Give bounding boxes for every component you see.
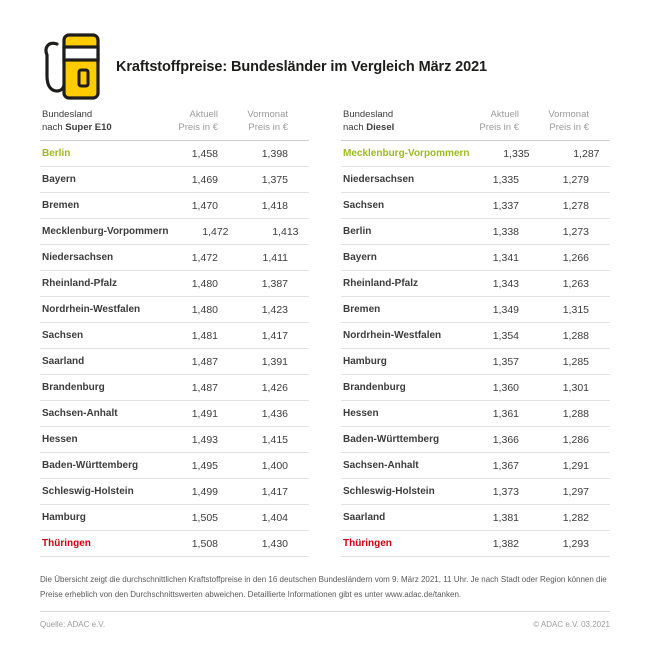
previous-price: 1,423 — [261, 303, 288, 316]
current-price: 1,508 — [191, 537, 218, 550]
current-price: 1,354 — [492, 329, 519, 342]
table-row — [40, 375, 309, 401]
table-row — [341, 271, 610, 297]
current-price: 1,335 — [503, 147, 530, 160]
table-row — [341, 167, 610, 193]
current-price: 1,360 — [492, 381, 519, 394]
state-name: Bayern — [42, 174, 76, 185]
previous-price: 1,293 — [562, 537, 589, 550]
current-price: 1,381 — [492, 511, 519, 524]
previous-price: 1,315 — [562, 303, 589, 316]
current-price: 1,493 — [191, 433, 218, 446]
state-name: Brandenburg — [343, 382, 406, 393]
state-name: Sachsen-Anhalt — [343, 460, 419, 471]
current-price: 1,491 — [191, 407, 218, 420]
table-row — [341, 375, 610, 401]
current-price: 1,367 — [492, 459, 519, 472]
credits-bar — [40, 620, 610, 629]
previous-price: 1,436 — [261, 407, 288, 420]
table-row — [341, 531, 610, 557]
state-name: Thüringen — [42, 538, 91, 549]
table-row — [40, 453, 309, 479]
current-price: 1,341 — [492, 251, 519, 264]
table-row — [40, 401, 309, 427]
previous-price: 1,411 — [262, 251, 288, 264]
page-title: Kraftstoffpreise: Bundesländer im Vergleich März 2021 — [116, 59, 488, 75]
table-super-e10 — [40, 108, 309, 557]
state-name: Sachsen-Anhalt — [42, 408, 118, 419]
current-price: 1,472 — [202, 225, 229, 238]
previous-price: 1,291 — [562, 459, 589, 472]
previous-price: 1,286 — [562, 433, 589, 446]
current-price: 1,349 — [492, 303, 519, 316]
previous-price: 1,278 — [562, 199, 589, 212]
state-name: Nordrhein-Westfalen — [343, 330, 442, 341]
column-header-aktuell: Aktuell Preis in € — [479, 109, 519, 133]
footnote-line-1: Die Übersicht zeigt die durchschnittlichen Kraftstoffpreise in den 16 deutschen Bundesländern vom 9. März 2021, 11 Uhr. Je nach Stadt oder Region können die — [40, 575, 607, 584]
table-row — [341, 453, 610, 479]
table-row — [341, 141, 610, 167]
current-price: 1,458 — [191, 147, 218, 160]
current-price: 1,495 — [191, 459, 218, 472]
previous-price: 1,273 — [562, 225, 589, 238]
state-name: Sachsen — [42, 330, 84, 341]
state-name: Hessen — [42, 434, 78, 445]
previous-price: 1,413 — [272, 225, 299, 238]
state-name: Niedersachsen — [343, 174, 415, 185]
state-name: Saarland — [343, 512, 386, 523]
previous-price: 1,279 — [562, 173, 589, 186]
previous-price: 1,418 — [261, 199, 288, 212]
state-name: Mecklenburg-Vorpommern — [42, 226, 169, 237]
column-header-bundesland: Bundesland nach Super E10 — [42, 109, 112, 133]
current-price: 1,487 — [191, 381, 218, 394]
previous-price: 1,282 — [562, 511, 589, 524]
footnote-line-2: Preise erheblich von den Durchschnittswerten abweichen. Detaillierte Informationen gibt es unter www.adac.de/tanken. — [40, 590, 462, 599]
state-name: Bayern — [343, 252, 377, 263]
state-name: Bremen — [42, 200, 80, 211]
previous-price: 1,417 — [261, 485, 288, 498]
state-name: Thüringen — [343, 538, 392, 549]
previous-price: 1,387 — [261, 277, 288, 290]
previous-price: 1,263 — [562, 277, 589, 290]
state-name: Baden-Württemberg — [42, 460, 139, 471]
previous-price: 1,417 — [261, 329, 288, 342]
column-header-vormonat: Vormonat Preis in € — [247, 109, 288, 133]
previous-price: 1,287 — [573, 147, 600, 160]
previous-price: 1,415 — [261, 433, 288, 446]
table-row — [40, 297, 309, 323]
table-row — [40, 323, 309, 349]
table-row — [341, 401, 610, 427]
table-row — [40, 349, 309, 375]
table-row — [341, 219, 610, 245]
table-row — [341, 245, 610, 271]
table-row — [341, 193, 610, 219]
state-name: Rheinland-Pfalz — [343, 278, 419, 289]
table-row — [40, 271, 309, 297]
current-price: 1,337 — [492, 199, 519, 212]
state-name: Hessen — [343, 408, 379, 419]
previous-price: 1,301 — [562, 381, 589, 394]
current-price: 1,366 — [492, 433, 519, 446]
table-row — [40, 531, 309, 557]
current-price: 1,472 — [191, 251, 218, 264]
current-price: 1,373 — [492, 485, 519, 498]
state-name: Schleswig-Holstein — [42, 486, 134, 497]
current-price: 1,481 — [191, 329, 218, 342]
fuel-pump-icon — [40, 31, 102, 103]
previous-price: 1,297 — [562, 485, 589, 498]
current-price: 1,357 — [492, 355, 519, 368]
current-price: 1,335 — [492, 173, 519, 186]
table-row — [341, 297, 610, 323]
state-name: Saarland — [42, 356, 85, 367]
footnote — [40, 572, 610, 602]
state-name: Mecklenburg-Vorpommern — [343, 148, 470, 159]
current-price: 1,361 — [492, 407, 519, 420]
previous-price: 1,398 — [261, 147, 288, 160]
column-header-vormonat: Vormonat Preis in € — [548, 109, 589, 133]
previous-price: 1,404 — [261, 511, 288, 524]
state-name: Rheinland-Pfalz — [42, 278, 118, 289]
current-price: 1,338 — [492, 225, 519, 238]
tables-container — [40, 108, 610, 557]
state-name: Niedersachsen — [42, 252, 114, 263]
source-credit: Quelle: ADAC e.V. — [40, 620, 106, 629]
state-name: Sachsen — [343, 200, 385, 211]
divider — [40, 611, 610, 612]
copyright: © ADAC e.V. 03.2021 — [533, 620, 610, 629]
table-row — [40, 193, 309, 219]
table-row — [40, 427, 309, 453]
current-price: 1,382 — [492, 537, 519, 550]
current-price: 1,480 — [191, 277, 218, 290]
table-row — [40, 141, 309, 167]
previous-price: 1,266 — [562, 251, 589, 264]
table-row — [341, 323, 610, 349]
previous-price: 1,288 — [562, 407, 589, 420]
current-price: 1,480 — [191, 303, 218, 316]
column-header-bundesland: Bundesland nach Diesel — [343, 109, 395, 133]
table-row — [341, 505, 610, 531]
current-price: 1,487 — [191, 355, 218, 368]
table-row — [341, 479, 610, 505]
previous-price: 1,426 — [261, 381, 288, 394]
table-header-super-e10 — [40, 108, 309, 141]
table-header-diesel — [341, 108, 610, 141]
state-name: Berlin — [42, 148, 71, 159]
fuel-type-label: Super E10 — [65, 122, 112, 133]
current-price: 1,469 — [191, 173, 218, 186]
table-row — [40, 245, 309, 271]
column-header-aktuell: Aktuell Preis in € — [178, 109, 218, 133]
state-name: Baden-Württemberg — [343, 434, 440, 445]
header — [40, 30, 610, 104]
current-price: 1,343 — [492, 277, 519, 290]
previous-price: 1,285 — [562, 355, 589, 368]
table-row — [341, 349, 610, 375]
state-name: Brandenburg — [42, 382, 105, 393]
table-row — [40, 505, 309, 531]
table-row — [40, 219, 309, 245]
current-price: 1,470 — [191, 199, 218, 212]
previous-price: 1,288 — [562, 329, 589, 342]
state-name: Nordrhein-Westfalen — [42, 304, 141, 315]
state-name: Hamburg — [343, 356, 387, 367]
previous-price: 1,400 — [261, 459, 288, 472]
current-price: 1,505 — [191, 511, 218, 524]
table-diesel — [341, 108, 610, 557]
fuel-type-label: Diesel — [366, 122, 395, 133]
state-name: Bremen — [343, 304, 381, 315]
table-row — [341, 427, 610, 453]
previous-price: 1,375 — [261, 173, 288, 186]
state-name: Berlin — [343, 226, 372, 237]
table-row — [40, 479, 309, 505]
previous-price: 1,430 — [261, 537, 288, 550]
table-row — [40, 167, 309, 193]
state-name: Schleswig-Holstein — [343, 486, 435, 497]
previous-price: 1,391 — [261, 355, 288, 368]
current-price: 1,499 — [191, 485, 218, 498]
state-name: Hamburg — [42, 512, 86, 523]
